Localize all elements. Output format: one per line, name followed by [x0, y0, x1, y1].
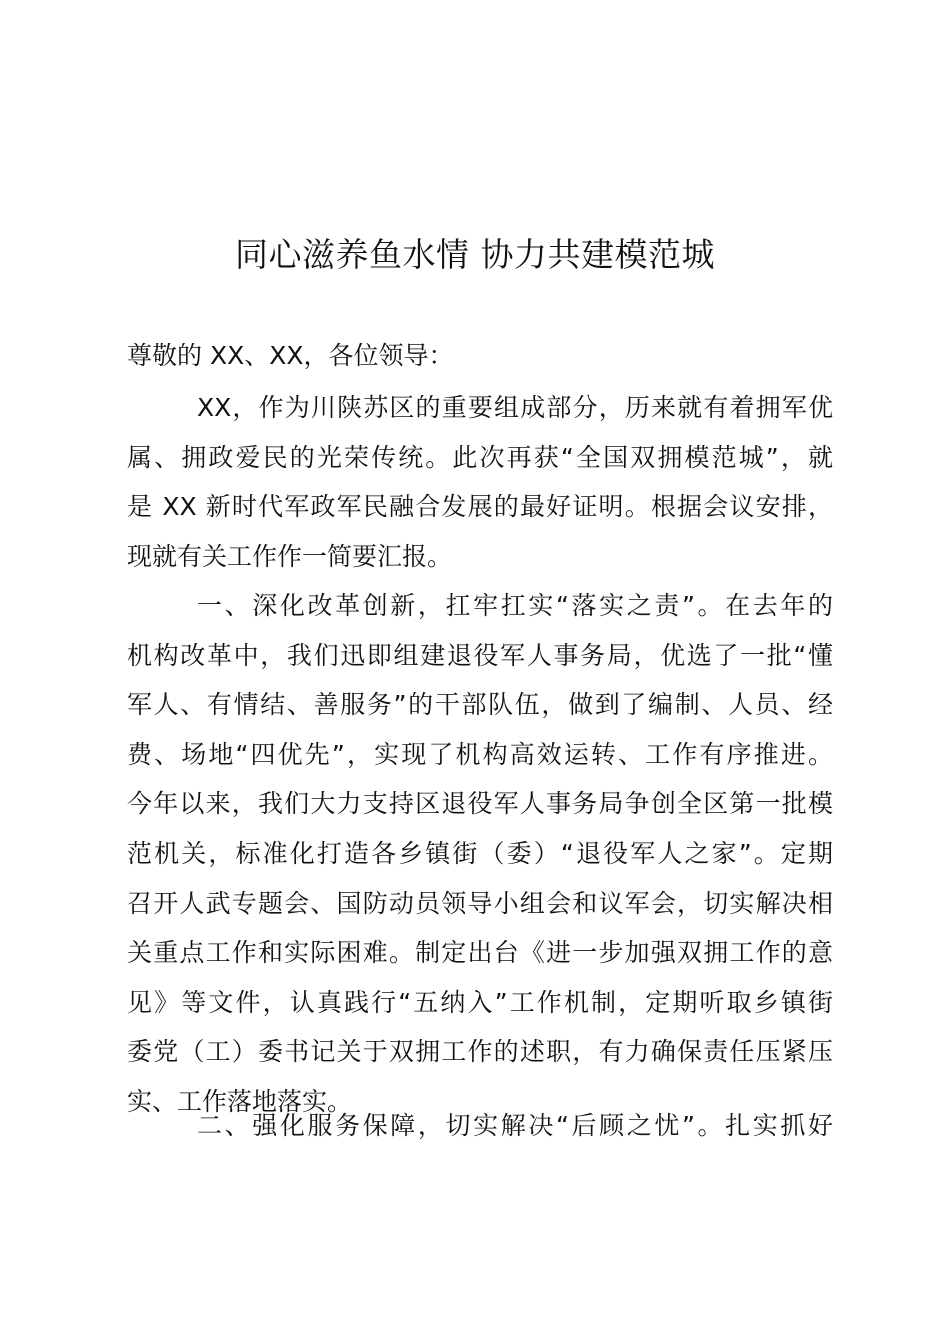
- paragraph-line: 机构改革中，我们迅即组建退役军人事务局，优选了一批“懂: [127, 640, 833, 670]
- paragraph-line: 见》等文件，认真践行“五纳入”工作机制，定期听取乡镇街: [127, 987, 833, 1017]
- document-title: 同心滋养鱼水情 协力共建模范城: [235, 235, 715, 274]
- paragraph-line: 一、深化改革创新，扛牢扛实“落实之责”。在去年的: [197, 591, 833, 620]
- paragraph-line: 范机关，标准化打造各乡镇街（委）“退役军人之家”。定期: [127, 838, 833, 868]
- paragraph-line: 关重点工作和实际困难。制定出台《进一步加强双拥工作的意: [127, 938, 833, 968]
- salutation: 尊敬的 XX、XX，各位领导：: [127, 341, 454, 370]
- paragraph-section-one: [127, 581, 833, 1127]
- paragraph-line: 今年以来，我们大力支持区退役军人事务局争创全区第一批模: [127, 789, 833, 819]
- paragraph-line: 二、强化服务保障，切实解决“后顾之忧”。扎实抓好: [197, 1111, 833, 1140]
- paragraph-line: 军人、有情结、善服务”的干部队伍，做到了编制、人员、经: [127, 690, 833, 720]
- paragraph-line: 实、工作落地落实。: [127, 1086, 353, 1116]
- paragraph-line: 是 XX 新时代军政军民融合发展的最好证明。根据会议安排，: [127, 492, 833, 522]
- paragraph-line: 费、场地“四优先”，实现了机构高效运转、工作有序推进。: [127, 739, 833, 769]
- paragraph-line: XX，作为川陕苏区的重要组成部分，历来就有着拥军优: [197, 393, 833, 422]
- paragraph-line: 现就有关工作作一简要汇报。: [127, 541, 453, 571]
- paragraph-line: 委党（工）委书记关于双拥工作的述职，有力确保责任压紧压: [127, 1037, 833, 1067]
- paragraph-line: 属、拥政爱民的光荣传统。此次再获“全国双拥模范城”，就: [127, 442, 833, 472]
- paragraph-line: 召开人武专题会、国防动员领导小组会和议军会，切实解决相: [127, 888, 833, 918]
- paragraph-intro: [127, 383, 833, 581]
- paragraph-section-two: [127, 1101, 833, 1151]
